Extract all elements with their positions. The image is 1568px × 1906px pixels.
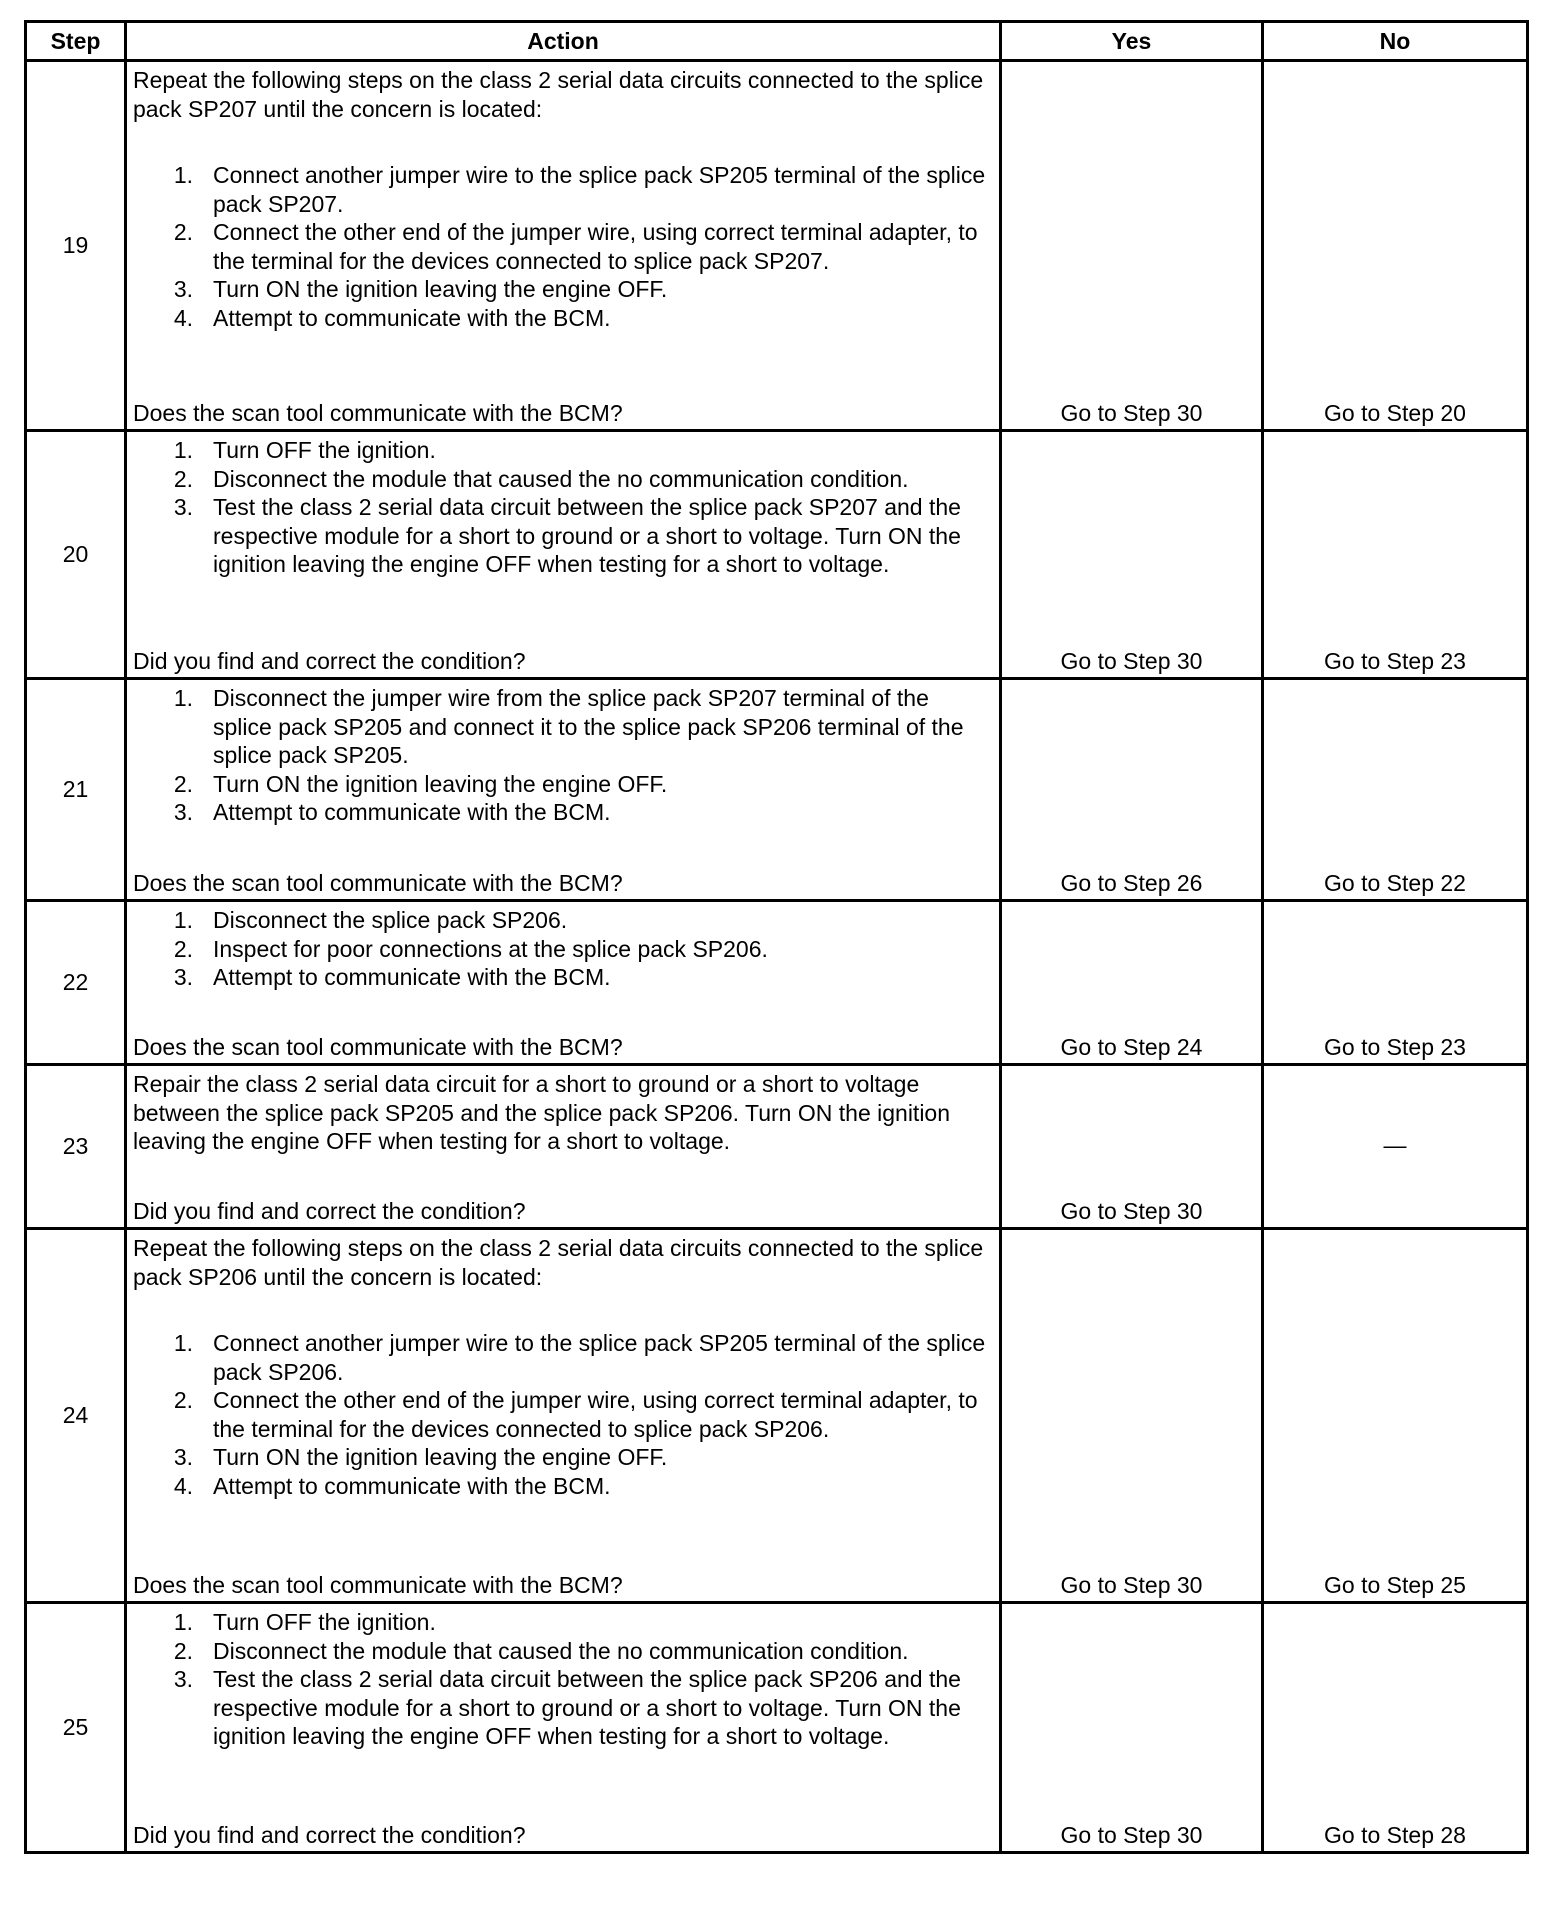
action-content	[133, 1608, 991, 1849]
action-content	[133, 684, 991, 897]
list-item-text: Inspect for poor connections at the splice pack SP206.	[213, 935, 768, 962]
action-intro: Repeat the following steps on the class 2 serial data circuits connected to the splice pack SP206 until the concern is located:	[133, 1235, 984, 1290]
table-row	[26, 1065, 1528, 1229]
action-content	[133, 66, 991, 427]
list-item-text: Turn ON the ignition leaving the engine OFF.	[213, 770, 668, 797]
list-item-number: 3.	[173, 799, 193, 825]
action-cell	[126, 1603, 1001, 1853]
list-item-number: 1.	[173, 685, 193, 711]
action-content	[133, 436, 991, 675]
yes-outcome: Go to Step 30	[1001, 1065, 1263, 1229]
list-item-number: 2.	[173, 219, 193, 245]
list-item-number: 4.	[173, 1472, 193, 1499]
action-steps-list	[133, 1608, 991, 1751]
list-item-text: Turn OFF the ignition.	[213, 437, 436, 463]
list-item-number: 3.	[173, 1666, 193, 1692]
list-item-text: Attempt to communicate with the BCM.	[213, 799, 611, 825]
no-outcome: Go to Step 28	[1263, 1603, 1528, 1853]
action-cell	[126, 61, 1001, 431]
action-intro: Repair the class 2 serial data circuit for a short to ground or a short to voltage between the splice pack SP205 and the splice pack SP206. Turn ON the ignition leaving the engine OFF when testing for a short to voltage.	[133, 1071, 951, 1154]
no-outcome: Go to Step 22	[1263, 679, 1528, 901]
action-question: Did you find and correct the condition?	[133, 1821, 526, 1848]
yes-outcome: Go to Step 30	[1001, 1603, 1263, 1853]
action-content	[133, 1234, 991, 1599]
list-item-text: Connect the other end of the jumper wire, using correct terminal adapter, to the terminal for the devices connected to splice pack SP207.	[213, 219, 978, 274]
yes-outcome: Go to Step 24	[1001, 901, 1263, 1065]
yes-outcome: Go to Step 30	[1001, 431, 1263, 679]
header-yes: Yes	[1001, 22, 1263, 61]
list-item-number: 1.	[173, 907, 193, 933]
yes-outcome: Go to Step 26	[1001, 679, 1263, 901]
list-item	[133, 1329, 991, 1386]
list-item-text: Test the class 2 serial data circuit between the splice pack SP206 and the respective module for a short to ground or a short to voltage. Turn ON the ignition leaving the engine OFF when testing for a short to voltage.	[213, 1666, 961, 1749]
header-action: Action	[126, 22, 1001, 61]
step-number: 25	[26, 1603, 126, 1853]
table-row	[26, 1603, 1528, 1853]
header-no: No	[1263, 22, 1528, 61]
action-intro: Repeat the following steps on the class 2 serial data circuits connected to the splice pack SP207 until the concern is located:	[133, 67, 984, 122]
list-item-text: Disconnect the module that caused the no communication condition.	[213, 1637, 909, 1664]
list-item-text: Turn ON the ignition leaving the engine OFF.	[213, 1444, 668, 1470]
list-item	[133, 906, 991, 935]
list-item	[133, 1608, 991, 1637]
list-item-number: 1.	[173, 162, 193, 188]
no-outcome: Go to Step 20	[1263, 61, 1528, 431]
action-question: Does the scan tool communicate with the BCM?	[133, 1033, 623, 1060]
no-outcome: Go to Step 23	[1263, 431, 1528, 679]
step-number: 21	[26, 679, 126, 901]
list-item-number: 3.	[173, 964, 193, 990]
list-item-number: 1.	[173, 437, 193, 463]
list-item-text: Turn ON the ignition leaving the engine OFF.	[213, 276, 668, 302]
table-body	[26, 61, 1528, 1853]
list-item-text: Connect the other end of the jumper wire, using correct terminal adapter, to the terminal for the devices connected to splice pack SP206.	[213, 1387, 978, 1442]
action-content	[133, 1070, 991, 1225]
action-question: Did you find and correct the condition?	[133, 1197, 526, 1224]
action-question: Does the scan tool communicate with the BCM?	[133, 399, 623, 426]
action-cell	[126, 431, 1001, 679]
list-item-text: Disconnect the splice pack SP206.	[213, 907, 568, 933]
list-item	[133, 275, 991, 304]
table-row	[26, 679, 1528, 901]
list-item-number: 3.	[173, 1444, 193, 1470]
list-item-number: 2.	[173, 1387, 193, 1413]
no-outcome: Go to Step 23	[1263, 901, 1528, 1065]
action-steps-list	[133, 684, 991, 827]
list-item	[133, 1665, 991, 1751]
list-item-number: 3.	[173, 494, 193, 520]
header-step: Step	[26, 22, 126, 61]
list-item	[133, 935, 991, 964]
list-item-text: Connect another jumper wire to the splice pack SP205 terminal of the splice pack SP207.	[213, 162, 986, 217]
list-item-text: Connect another jumper wire to the splice pack SP205 terminal of the splice pack SP206.	[213, 1330, 986, 1385]
action-cell	[126, 1065, 1001, 1229]
step-number: 23	[26, 1065, 126, 1229]
list-item	[133, 161, 991, 218]
list-item-text: Disconnect the jumper wire from the splice pack SP207 terminal of the splice pack SP205 and connect it to the splice pack SP206 terminal of the splice pack SP205.	[213, 685, 964, 768]
list-item	[133, 1443, 991, 1472]
list-item	[133, 684, 991, 770]
list-item	[133, 1386, 991, 1443]
action-question: Does the scan tool communicate with the BCM?	[133, 869, 623, 896]
list-item-number: 1.	[173, 1609, 193, 1635]
list-item-number: 4.	[173, 304, 193, 331]
table-row	[26, 61, 1528, 431]
list-item-number: 2.	[173, 1637, 193, 1664]
list-item	[133, 1637, 991, 1666]
action-cell	[126, 679, 1001, 901]
list-item-text: Test the class 2 serial data circuit between the splice pack SP207 and the respective module for a short to ground or a short to voltage. Turn ON the ignition leaving the engine OFF when testing for a short to voltage.	[213, 494, 961, 577]
no-outcome: —	[1263, 1065, 1528, 1229]
list-item-number: 3.	[173, 276, 193, 302]
action-cell	[126, 901, 1001, 1065]
list-item-text: Turn OFF the ignition.	[213, 1609, 436, 1635]
list-item	[133, 218, 991, 275]
step-number: 24	[26, 1229, 126, 1603]
list-item	[133, 770, 991, 799]
list-item-number: 1.	[173, 1330, 193, 1356]
step-number: 22	[26, 901, 126, 1065]
list-item-number: 2.	[173, 770, 193, 797]
step-number: 20	[26, 431, 126, 679]
list-item-text: Attempt to communicate with the BCM.	[213, 964, 611, 990]
list-item-text: Disconnect the module that caused the no communication condition.	[213, 465, 909, 492]
yes-outcome: Go to Step 30	[1001, 61, 1263, 431]
list-item	[133, 493, 991, 579]
table-row	[26, 431, 1528, 679]
list-item	[133, 798, 991, 827]
action-question: Did you find and correct the condition?	[133, 647, 526, 674]
list-item	[133, 465, 991, 494]
diagnostic-table	[24, 20, 1529, 1854]
action-steps-list	[133, 1329, 991, 1500]
action-content	[133, 906, 991, 1061]
list-item	[133, 304, 991, 333]
diagnostic-table-sheet	[24, 20, 1526, 1854]
action-steps-list	[133, 436, 991, 579]
table-row	[26, 901, 1528, 1065]
list-item-text: Attempt to communicate with the BCM.	[213, 1472, 611, 1499]
list-item-number: 2.	[173, 935, 193, 962]
action-question: Does the scan tool communicate with the BCM?	[133, 1571, 623, 1598]
list-item	[133, 1472, 991, 1501]
list-item	[133, 963, 991, 992]
header-row	[26, 22, 1528, 61]
step-number: 19	[26, 61, 126, 431]
list-item-number: 2.	[173, 465, 193, 492]
yes-outcome: Go to Step 30	[1001, 1229, 1263, 1603]
list-item-text: Attempt to communicate with the BCM.	[213, 304, 611, 331]
list-item	[133, 436, 991, 465]
action-steps-list	[133, 161, 991, 332]
table-row	[26, 1229, 1528, 1603]
no-outcome: Go to Step 25	[1263, 1229, 1528, 1603]
action-steps-list	[133, 906, 991, 992]
action-cell	[126, 1229, 1001, 1603]
